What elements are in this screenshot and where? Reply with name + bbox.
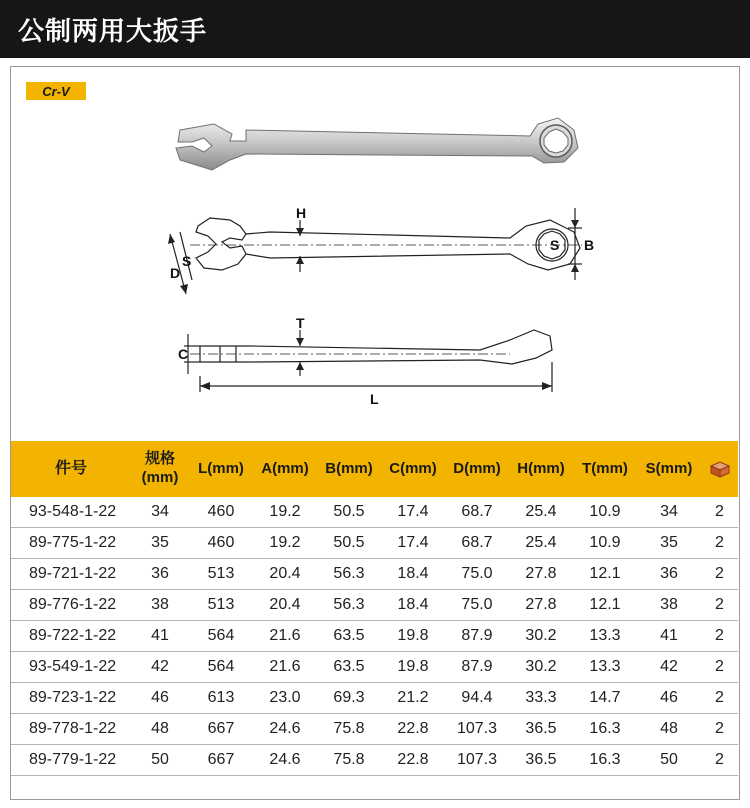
cell-a: 20.4 — [253, 590, 317, 621]
table-row — [11, 497, 738, 528]
cell-part-no: 89-723-1-22 — [11, 683, 131, 714]
cell-size: 35 — [131, 528, 189, 559]
cell-a: 21.6 — [253, 652, 317, 683]
cell-c: 19.8 — [381, 652, 445, 683]
cell-part-no: 89-775-1-22 — [11, 528, 131, 559]
cell-part-no: 89-778-1-22 — [11, 714, 131, 745]
header-l: L(mm) — [189, 441, 253, 497]
cell-t: 16.3 — [573, 745, 637, 776]
cell-b: 75.8 — [317, 714, 381, 745]
cell-s: 36 — [637, 559, 701, 590]
cell-package-qty: 2 — [701, 559, 738, 590]
cell-l: 667 — [189, 714, 253, 745]
cell-d: 68.7 — [445, 528, 509, 559]
table-row — [11, 745, 738, 776]
cell-b: 69.3 — [317, 683, 381, 714]
cell-c: 22.8 — [381, 714, 445, 745]
table-row — [11, 528, 738, 559]
table-header-row — [11, 441, 738, 497]
cell-a: 21.6 — [253, 621, 317, 652]
cell-b: 56.3 — [317, 590, 381, 621]
cell-size: 41 — [131, 621, 189, 652]
header-h: H(mm) — [509, 441, 573, 497]
header-t: T(mm) — [573, 441, 637, 497]
cell-h: 36.5 — [509, 745, 573, 776]
cell-l: 667 — [189, 745, 253, 776]
cell-d: 75.0 — [445, 590, 509, 621]
cell-t: 13.3 — [573, 652, 637, 683]
cell-b: 56.3 — [317, 559, 381, 590]
cell-part-no: 93-548-1-22 — [11, 497, 131, 528]
cell-package-qty: 2 — [701, 528, 738, 559]
cell-d: 94.4 — [445, 683, 509, 714]
cell-package-qty: 2 — [701, 590, 738, 621]
cell-size: 48 — [131, 714, 189, 745]
cell-l: 460 — [189, 528, 253, 559]
header-c: C(mm) — [381, 441, 445, 497]
cell-a: 20.4 — [253, 559, 317, 590]
cell-b: 50.5 — [317, 528, 381, 559]
cell-h: 36.5 — [509, 714, 573, 745]
header-package — [701, 441, 738, 497]
cell-l: 513 — [189, 559, 253, 590]
wrench-side-view — [184, 330, 552, 392]
header-part-no: 件号 — [11, 441, 131, 497]
cell-size: 36 — [131, 559, 189, 590]
cell-t: 10.9 — [573, 528, 637, 559]
cell-h: 27.8 — [509, 559, 573, 590]
cell-b: 63.5 — [317, 652, 381, 683]
cell-c: 17.4 — [381, 528, 445, 559]
cell-d: 87.9 — [445, 621, 509, 652]
cell-h: 30.2 — [509, 652, 573, 683]
cell-package-qty: 2 — [701, 497, 738, 528]
cell-l: 513 — [189, 590, 253, 621]
cell-h: 27.8 — [509, 590, 573, 621]
header-b: B(mm) — [317, 441, 381, 497]
cell-s: 41 — [637, 621, 701, 652]
cell-l: 613 — [189, 683, 253, 714]
header-s: S(mm) — [637, 441, 701, 497]
cell-l: 460 — [189, 497, 253, 528]
page-title: 公制两用大扳手 — [18, 16, 208, 47]
cell-a: 19.2 — [253, 528, 317, 559]
dim-label-s-ring: S — [550, 237, 560, 253]
cell-d: 75.0 — [445, 559, 509, 590]
cell-d: 107.3 — [445, 745, 509, 776]
header-d: D(mm) — [445, 441, 509, 497]
cell-l: 564 — [189, 621, 253, 652]
dim-label-s: S — [182, 253, 192, 269]
cell-package-qty: 2 — [701, 652, 738, 683]
wrench-photo — [176, 118, 578, 170]
cell-part-no: 89-776-1-22 — [11, 590, 131, 621]
cell-s: 48 — [637, 714, 701, 745]
cell-size: 38 — [131, 590, 189, 621]
cell-c: 18.4 — [381, 590, 445, 621]
cell-h: 25.4 — [509, 497, 573, 528]
cell-c: 22.8 — [381, 745, 445, 776]
cell-size: 42 — [131, 652, 189, 683]
cell-a: 23.0 — [253, 683, 317, 714]
cell-t: 16.3 — [573, 714, 637, 745]
cell-size: 46 — [131, 683, 189, 714]
cell-t: 14.7 — [573, 683, 637, 714]
table-row — [11, 652, 738, 683]
cell-size: 50 — [131, 745, 189, 776]
cell-t: 13.3 — [573, 621, 637, 652]
cell-c: 21.2 — [381, 683, 445, 714]
cell-s: 34 — [637, 497, 701, 528]
cell-h: 30.2 — [509, 621, 573, 652]
cell-s: 46 — [637, 683, 701, 714]
cell-c: 18.4 — [381, 559, 445, 590]
table-row — [11, 559, 738, 590]
cell-package-qty: 2 — [701, 683, 738, 714]
cell-c: 19.8 — [381, 621, 445, 652]
cell-a: 24.6 — [253, 745, 317, 776]
cell-part-no: 93-549-1-22 — [11, 652, 131, 683]
header-a: A(mm) — [253, 441, 317, 497]
cell-size: 34 — [131, 497, 189, 528]
cell-part-no: 89-722-1-22 — [11, 621, 131, 652]
cell-c: 17.4 — [381, 497, 445, 528]
cell-d: 68.7 — [445, 497, 509, 528]
cell-d: 107.3 — [445, 714, 509, 745]
cell-s: 50 — [637, 745, 701, 776]
table-row — [11, 621, 738, 652]
wrench-top-view — [168, 208, 582, 294]
cell-b: 63.5 — [317, 621, 381, 652]
cell-t: 10.9 — [573, 497, 637, 528]
cell-a: 24.6 — [253, 714, 317, 745]
dim-label-l: L — [370, 391, 379, 407]
dim-label-c: C — [178, 346, 189, 362]
table-row — [11, 683, 738, 714]
cell-t: 12.1 — [573, 559, 637, 590]
cell-l: 564 — [189, 652, 253, 683]
wrench-diagram — [150, 108, 595, 408]
material-badge: Cr-V — [26, 82, 86, 100]
cell-a: 19.2 — [253, 497, 317, 528]
cell-b: 50.5 — [317, 497, 381, 528]
dim-label-t: T — [296, 315, 305, 331]
cell-b: 75.8 — [317, 745, 381, 776]
dim-label-h: H — [296, 205, 307, 221]
dim-label-b: B — [584, 237, 595, 253]
header-size: 规格 (mm) — [131, 441, 189, 497]
table-row — [11, 590, 738, 621]
cell-package-qty: 2 — [701, 714, 738, 745]
cell-s: 35 — [637, 528, 701, 559]
cell-h: 25.4 — [509, 528, 573, 559]
cell-s: 42 — [637, 652, 701, 683]
cell-t: 12.1 — [573, 590, 637, 621]
cell-d: 87.9 — [445, 652, 509, 683]
cell-package-qty: 2 — [701, 745, 738, 776]
box-icon — [709, 460, 731, 478]
cell-package-qty: 2 — [701, 621, 738, 652]
table-row — [11, 714, 738, 745]
cell-h: 33.3 — [509, 683, 573, 714]
cell-part-no: 89-721-1-22 — [11, 559, 131, 590]
dim-label-d: D — [170, 265, 181, 281]
spec-table — [11, 441, 738, 776]
cell-s: 38 — [637, 590, 701, 621]
cell-part-no: 89-779-1-22 — [11, 745, 131, 776]
title-bar — [0, 0, 750, 58]
